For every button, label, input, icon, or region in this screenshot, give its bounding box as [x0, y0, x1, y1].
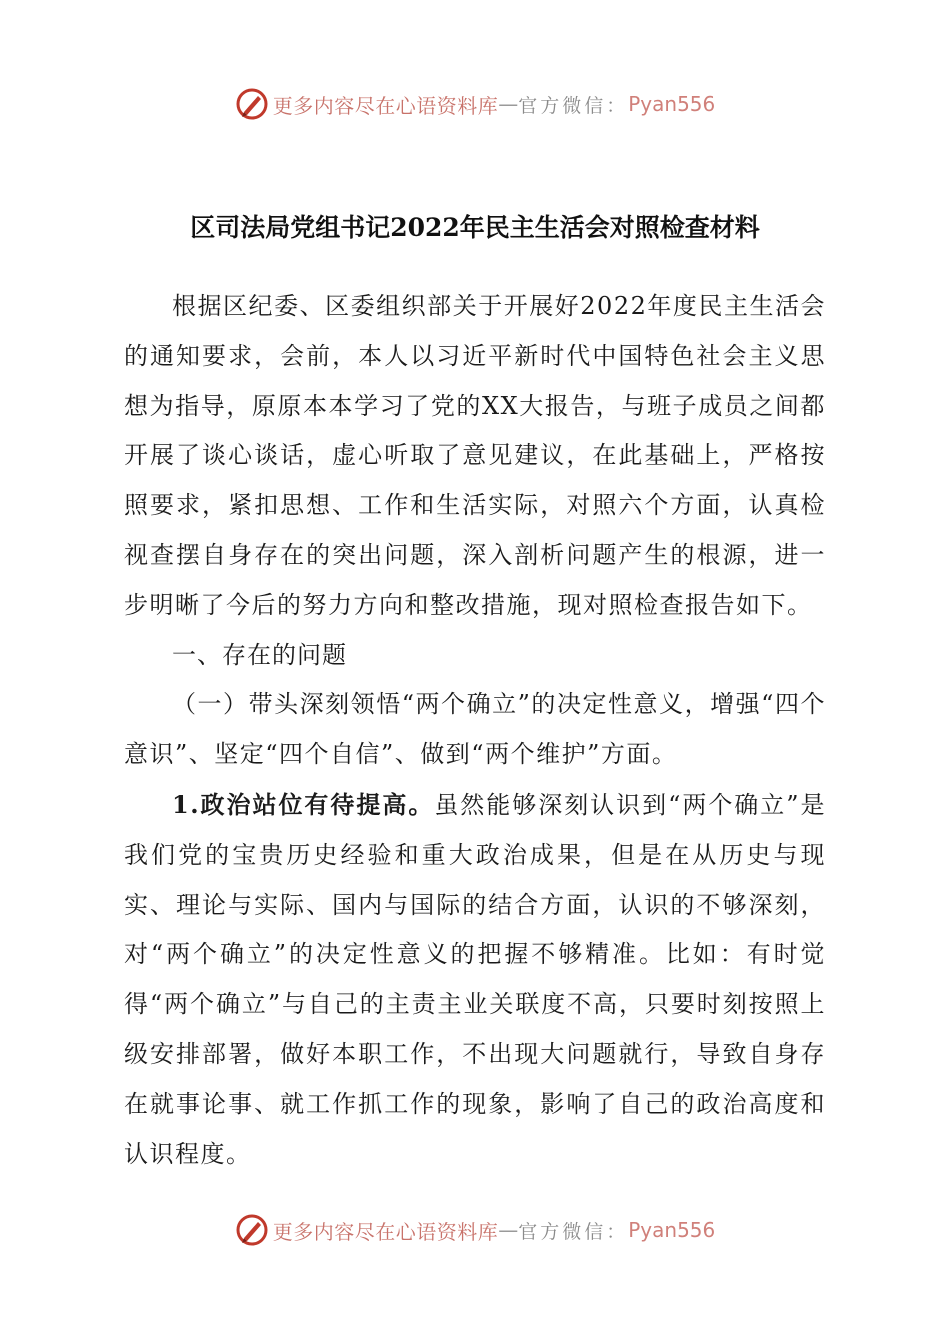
- banner-wechat-id: Pyan556: [628, 1218, 716, 1242]
- banner-main-text: 更多内容尽在心语资料库: [272, 1219, 499, 1244]
- banner-wechat-label: 官方微信：: [518, 94, 629, 117]
- pen-logo-icon: [235, 1213, 269, 1247]
- document-title: 区司法局党组书记2022年民主生活会对照检查材料: [190, 213, 760, 242]
- section-heading: 一、存在的问题: [172, 640, 347, 669]
- point-body: 虽然能够深刻认识到“两个确立”是我们党的宝贵历史经验和重大政治成果，但是在从历史与现实、理论与实际、国内与国际的结合方面，认识的不够深刻，对“两个确立”的决定性意义的把握不够精准。比如：有时觉得“两个确立”与自己的主责主业关联度不高，只要时刻按照上级安排部署，做好本职工作，不出现大问题就行，导致自身存在就事论事、就工作抓工作的现象，影响了自己的政治高度和认识程度。: [124, 790, 826, 1168]
- header-watermark-banner: [0, 84, 950, 124]
- point-lead: 1.政治站位有待提高。: [172, 789, 435, 819]
- intro-paragraph: 根据区纪委、区委组织部关于开展好2022年度民主生活会的通知要求，会前，本人以习近平新时代中国特色社会主义思想为指导，原原本本学习了党的XX大报告，与班子成员之间都开展了谈心谈话，虚心听取了意见建议，在此基础上，严格按照要求，紧扣思想、工作和生活实际，对照六个方面，认真检视查摆自身存在的突出问题，深入剖析问题产生的根源，进一步明晰了今后的努力方向和整改措施，现对照检查报告如下。: [124, 292, 826, 619]
- banner-dash: —: [498, 92, 519, 116]
- banner-main-text: 更多内容尽在心语资料库: [272, 93, 499, 118]
- footer-watermark-banner: [0, 1210, 950, 1250]
- pen-logo-icon: [235, 87, 269, 121]
- subsection-paragraph: （一）带头深刻领悟“两个确立”的决定性意义，增强“四个意识”、坚定“四个自信”、做到“两个维护”方面。: [124, 690, 826, 769]
- banner-wechat-label: 官方微信：: [518, 1220, 629, 1243]
- banner-wechat-id: Pyan556: [628, 92, 716, 116]
- banner-dash: —: [498, 1218, 519, 1242]
- point-paragraph: [124, 780, 826, 1179]
- document-body: [124, 282, 826, 1179]
